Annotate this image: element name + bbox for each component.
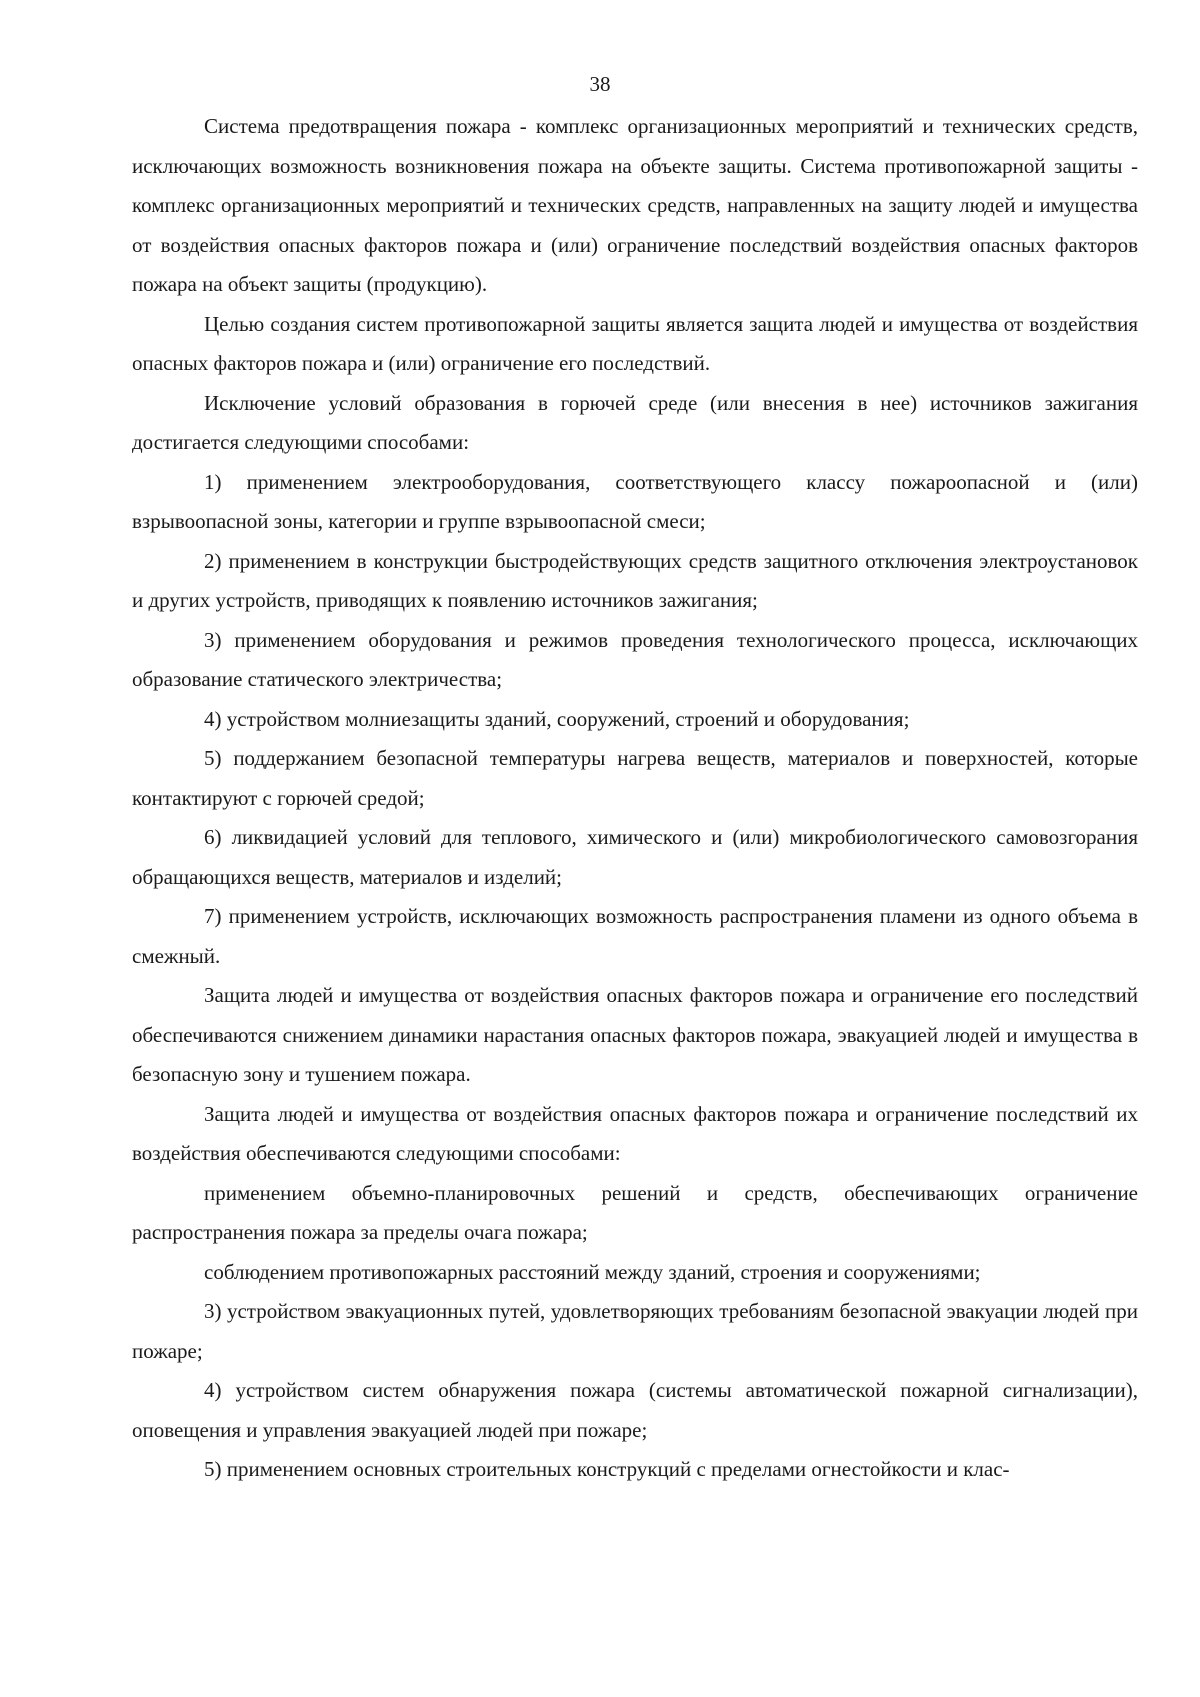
list-item-4: 4) устройством молниезащиты зданий, сооружений, строений и оборудования; bbox=[204, 706, 910, 731]
list-item-3: 3) применением оборудования и режимов проведения технологического процесса, исключающих образование статического электричества; bbox=[132, 627, 1138, 691]
page-number: 38 bbox=[589, 72, 611, 96]
paragraph-protection-measures: Защита людей и имущества от воздействия опасных факторов пожара и ограничение его последствий обеспечиваются снижением динамики нарастания опасных факторов пожара, эвакуацией людей и имущества в безопасную зону и тушением пожара. bbox=[132, 983, 1138, 1086]
list-item-6: 6) ликвидацией условий для теплового, химического и (или) микробиологического самовозгорания обращающихся веществ, материалов и изделий; bbox=[132, 825, 1138, 889]
list-item-5: 5) поддержанием безопасной температуры нагрева веществ, материалов и поверхностей, которые контактируют с горючей средой; bbox=[132, 746, 1138, 810]
paragraph-protection-goal: Целью создания систем противопожарной защиты является защита людей и имущества от воздействия опасных факторов пожара и (или) ограничение его последствий. bbox=[132, 311, 1138, 375]
paragraph-protection-methods-intro: Защита людей и имущества от воздействия опасных факторов пожара и ограничение последствий их воздействия обеспечиваются следующими способами: bbox=[132, 1101, 1138, 1165]
list-item-2: 2) применением в конструкции быстродействующих средств защитного отключения электроустановок и других устройств, приводящих к появлению источников зажигания; bbox=[132, 548, 1138, 612]
list-item-evacuation-routes: 3) устройством эвакуационных путей, удовлетворяющих требованиям безопасной эвакуации людей при пожаре; bbox=[132, 1299, 1138, 1363]
paragraph-ignition-exclusion-intro: Исключение условий образования в горючей среде (или внесения в нее) источников зажигания достигается следующими способами: bbox=[132, 390, 1138, 454]
list-item-1: 1) применением электрооборудования, соответствующего классу пожароопасной и (или) взрывоопасной зоны, категории и группе взрывоопасной смеси; bbox=[132, 469, 1138, 533]
paragraph-fire-prevention-definition: Система предотвращения пожара - комплекс организационных мероприятий и технических средств, исключающих возможность возникновения пожара на объекте защиты. Система противопожарной защиты - комплекс организационных мероприятий и технических средств, направленных на защиту людей и имущества от воздействия опасных факторов пожара и (или) ограничение последствий воздействия опасных факторов пожара на объект защиты (продукцию). bbox=[132, 114, 1138, 296]
list-item-7: 7) применением устройств, исключающих возможность распространения пламени из одного объема в смежный. bbox=[132, 904, 1138, 968]
list-item-structural-fire-resistance: 5) применением основных строительных конструкций с пределами огнестойкости и клас- bbox=[204, 1457, 1010, 1481]
list-item-detection-systems: 4) устройством систем обнаружения пожара (системы автоматической пожарной сигнализации), оповещения и управления эвакуацией людей при пожаре; bbox=[132, 1378, 1138, 1442]
list-item-fire-distances: соблюдением противопожарных расстояний между зданий, строения и сооружениями; bbox=[204, 1259, 981, 1284]
document-body bbox=[132, 107, 1138, 1490]
list-item-planning-solutions: применением объемно-планировочных решений и средств, обеспечивающих ограничение распространения пожара за пределы очага пожара; bbox=[132, 1180, 1138, 1244]
